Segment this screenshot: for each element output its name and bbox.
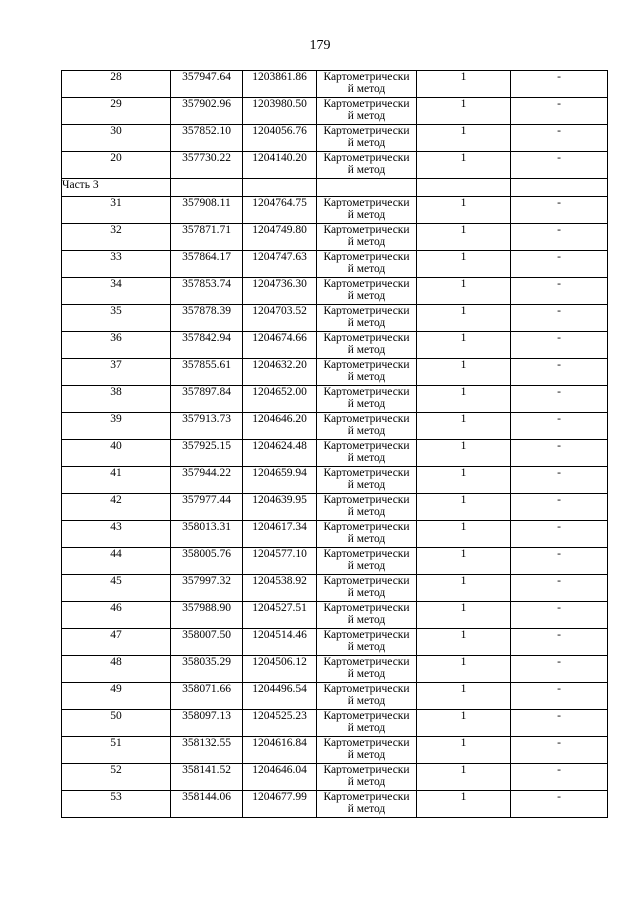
- method-text: й метод: [347, 137, 386, 149]
- point-number-cell: 41: [62, 467, 171, 494]
- x-coordinate-cell: 357864.17: [171, 251, 243, 278]
- y-coordinate-cell: 1204646.04: [243, 764, 317, 791]
- accuracy-cell: 1: [417, 125, 511, 152]
- method-text: й метод: [347, 668, 386, 680]
- y-coordinate-cell: 1204577.10: [243, 548, 317, 575]
- method-text: й метод: [347, 209, 386, 221]
- method-text: й метод: [347, 641, 386, 653]
- x-coordinate-cell: 358132.55: [171, 737, 243, 764]
- method-text: Картометрически: [323, 152, 410, 164]
- accuracy-cell: 1: [417, 575, 511, 602]
- method-text: й метод: [347, 425, 386, 437]
- method-text: Картометрически: [323, 737, 410, 749]
- method-text: Картометрически: [323, 683, 410, 695]
- note-cell: -: [511, 737, 608, 764]
- coordinates-table: [61, 70, 608, 818]
- coordinates-table-body: [62, 71, 608, 818]
- point-number-cell: 46: [62, 602, 171, 629]
- accuracy-cell: 1: [417, 521, 511, 548]
- accuracy-cell: 1: [417, 656, 511, 683]
- x-coordinate-cell: 357988.90: [171, 602, 243, 629]
- method-text: й метод: [347, 236, 386, 248]
- note-cell: -: [511, 278, 608, 305]
- table-row: [62, 98, 608, 125]
- note-cell: -: [511, 548, 608, 575]
- table-row: [62, 224, 608, 251]
- method-text: й метод: [347, 263, 386, 275]
- method-text: й метод: [347, 344, 386, 356]
- note-cell: -: [511, 125, 608, 152]
- method-cell: [317, 764, 417, 791]
- accuracy-cell: 1: [417, 98, 511, 125]
- table-row: [62, 521, 608, 548]
- table-row: [62, 197, 608, 224]
- note-cell: -: [511, 683, 608, 710]
- accuracy-cell: 1: [417, 548, 511, 575]
- accuracy-cell: 1: [417, 359, 511, 386]
- method-text: й метод: [347, 398, 386, 410]
- y-coordinate-cell: 1204736.30: [243, 278, 317, 305]
- method-text: Картометрически: [323, 305, 410, 317]
- method-cell: [317, 386, 417, 413]
- method-text: Картометрически: [323, 494, 410, 506]
- point-number-cell: 50: [62, 710, 171, 737]
- table-row: [62, 125, 608, 152]
- table-row: [62, 602, 608, 629]
- point-number-cell: 38: [62, 386, 171, 413]
- method-text: й метод: [347, 452, 386, 464]
- method-cell: [317, 710, 417, 737]
- x-coordinate-cell: 357925.15: [171, 440, 243, 467]
- method-cell: [317, 98, 417, 125]
- table-row: [62, 440, 608, 467]
- accuracy-cell: 1: [417, 737, 511, 764]
- x-coordinate-cell: 357853.74: [171, 278, 243, 305]
- x-coordinate-cell: 357944.22: [171, 467, 243, 494]
- note-cell: -: [511, 575, 608, 602]
- note-cell: -: [511, 332, 608, 359]
- method-cell: [317, 305, 417, 332]
- table-row: [62, 152, 608, 179]
- accuracy-cell: 1: [417, 764, 511, 791]
- empty-cell: [417, 179, 511, 197]
- point-number-cell: 33: [62, 251, 171, 278]
- method-text: Картометрически: [323, 197, 410, 209]
- point-number-cell: 30: [62, 125, 171, 152]
- y-coordinate-cell: 1203861.86: [243, 71, 317, 98]
- table-row: [62, 737, 608, 764]
- method-text: Картометрически: [323, 440, 410, 452]
- method-cell: [317, 521, 417, 548]
- y-coordinate-cell: 1204056.76: [243, 125, 317, 152]
- x-coordinate-cell: 357908.11: [171, 197, 243, 224]
- point-number-cell: 48: [62, 656, 171, 683]
- method-text: Картометрически: [323, 332, 410, 344]
- x-coordinate-cell: 358013.31: [171, 521, 243, 548]
- y-coordinate-cell: 1204749.80: [243, 224, 317, 251]
- empty-cell: [317, 179, 417, 197]
- accuracy-cell: 1: [417, 152, 511, 179]
- method-cell: [317, 467, 417, 494]
- point-number-cell: 44: [62, 548, 171, 575]
- point-number-cell: 43: [62, 521, 171, 548]
- point-number-cell: 36: [62, 332, 171, 359]
- table-row: [62, 683, 608, 710]
- y-coordinate-cell: 1204140.20: [243, 152, 317, 179]
- x-coordinate-cell: 357897.84: [171, 386, 243, 413]
- method-cell: [317, 737, 417, 764]
- method-text: Картометрически: [323, 386, 410, 398]
- x-coordinate-cell: 358097.13: [171, 710, 243, 737]
- table-row: [62, 710, 608, 737]
- method-cell: [317, 152, 417, 179]
- table-row: [62, 548, 608, 575]
- note-cell: -: [511, 152, 608, 179]
- method-cell: [317, 197, 417, 224]
- x-coordinate-cell: 357730.22: [171, 152, 243, 179]
- point-number-cell: 29: [62, 98, 171, 125]
- accuracy-cell: 1: [417, 71, 511, 98]
- accuracy-cell: 1: [417, 251, 511, 278]
- y-coordinate-cell: 1204747.63: [243, 251, 317, 278]
- table-row: [62, 629, 608, 656]
- method-text: й метод: [347, 83, 386, 95]
- note-cell: -: [511, 764, 608, 791]
- y-coordinate-cell: 1204506.12: [243, 656, 317, 683]
- y-coordinate-cell: 1204677.99: [243, 791, 317, 818]
- note-cell: -: [511, 251, 608, 278]
- table-row: [62, 278, 608, 305]
- x-coordinate-cell: 358071.66: [171, 683, 243, 710]
- x-coordinate-cell: 357997.32: [171, 575, 243, 602]
- x-coordinate-cell: 358141.52: [171, 764, 243, 791]
- point-number-cell: 20: [62, 152, 171, 179]
- x-coordinate-cell: 357902.96: [171, 98, 243, 125]
- note-cell: -: [511, 386, 608, 413]
- method-text: Картометрически: [323, 575, 410, 587]
- section-label: Часть 3: [62, 179, 171, 197]
- section-row: [62, 179, 608, 197]
- method-text: й метод: [347, 695, 386, 707]
- note-cell: -: [511, 710, 608, 737]
- point-number-cell: 42: [62, 494, 171, 521]
- method-text: й метод: [347, 803, 386, 815]
- note-cell: -: [511, 305, 608, 332]
- x-coordinate-cell: 357947.64: [171, 71, 243, 98]
- method-text: й метод: [347, 614, 386, 626]
- point-number-cell: 40: [62, 440, 171, 467]
- method-text: Картометрически: [323, 791, 410, 803]
- table-row: [62, 332, 608, 359]
- point-number-cell: 31: [62, 197, 171, 224]
- method-cell: [317, 224, 417, 251]
- y-coordinate-cell: 1204703.52: [243, 305, 317, 332]
- accuracy-cell: 1: [417, 305, 511, 332]
- x-coordinate-cell: 357878.39: [171, 305, 243, 332]
- table-row: [62, 467, 608, 494]
- method-text: й метод: [347, 317, 386, 329]
- empty-cell: [171, 179, 243, 197]
- method-text: Картометрически: [323, 98, 410, 110]
- table-row: [62, 764, 608, 791]
- method-cell: [317, 332, 417, 359]
- method-text: Картометрически: [323, 224, 410, 236]
- point-number-cell: 28: [62, 71, 171, 98]
- table-row: [62, 305, 608, 332]
- note-cell: -: [511, 197, 608, 224]
- method-text: й метод: [347, 560, 386, 572]
- method-text: й метод: [347, 506, 386, 518]
- method-cell: [317, 548, 417, 575]
- method-cell: [317, 791, 417, 818]
- accuracy-cell: 1: [417, 413, 511, 440]
- method-text: Картометрически: [323, 548, 410, 560]
- table-row: [62, 791, 608, 818]
- method-text: Картометрически: [323, 629, 410, 641]
- table-row: [62, 494, 608, 521]
- table-row: [62, 575, 608, 602]
- method-text: й метод: [347, 290, 386, 302]
- method-text: Картометрически: [323, 602, 410, 614]
- empty-cell: [243, 179, 317, 197]
- note-cell: -: [511, 224, 608, 251]
- method-text: й метод: [347, 533, 386, 545]
- accuracy-cell: 1: [417, 467, 511, 494]
- y-coordinate-cell: 1204632.20: [243, 359, 317, 386]
- note-cell: -: [511, 359, 608, 386]
- note-cell: -: [511, 413, 608, 440]
- method-cell: [317, 440, 417, 467]
- accuracy-cell: 1: [417, 791, 511, 818]
- x-coordinate-cell: 357871.71: [171, 224, 243, 251]
- method-text: й метод: [347, 776, 386, 788]
- method-cell: [317, 602, 417, 629]
- x-coordinate-cell: 358005.76: [171, 548, 243, 575]
- y-coordinate-cell: 1204616.84: [243, 737, 317, 764]
- method-text: й метод: [347, 371, 386, 383]
- x-coordinate-cell: 357852.10: [171, 125, 243, 152]
- note-cell: -: [511, 602, 608, 629]
- method-cell: [317, 575, 417, 602]
- table-row: [62, 386, 608, 413]
- accuracy-cell: 1: [417, 278, 511, 305]
- y-coordinate-cell: 1204652.00: [243, 386, 317, 413]
- method-cell: [317, 494, 417, 521]
- method-cell: [317, 71, 417, 98]
- y-coordinate-cell: 1204617.34: [243, 521, 317, 548]
- y-coordinate-cell: 1204639.95: [243, 494, 317, 521]
- x-coordinate-cell: 357855.61: [171, 359, 243, 386]
- y-coordinate-cell: 1204624.48: [243, 440, 317, 467]
- point-number-cell: 49: [62, 683, 171, 710]
- table-row: [62, 413, 608, 440]
- x-coordinate-cell: 358035.29: [171, 656, 243, 683]
- point-number-cell: 37: [62, 359, 171, 386]
- point-number-cell: 52: [62, 764, 171, 791]
- accuracy-cell: 1: [417, 683, 511, 710]
- accuracy-cell: 1: [417, 710, 511, 737]
- method-cell: [317, 683, 417, 710]
- note-cell: -: [511, 440, 608, 467]
- method-text: Картометрически: [323, 413, 410, 425]
- accuracy-cell: 1: [417, 197, 511, 224]
- method-text: й метод: [347, 110, 386, 122]
- table-row: [62, 359, 608, 386]
- method-text: й метод: [347, 587, 386, 599]
- empty-cell: [511, 179, 608, 197]
- accuracy-cell: 1: [417, 224, 511, 251]
- note-cell: -: [511, 71, 608, 98]
- note-cell: -: [511, 521, 608, 548]
- y-coordinate-cell: 1204659.94: [243, 467, 317, 494]
- accuracy-cell: 1: [417, 440, 511, 467]
- method-text: й метод: [347, 164, 386, 176]
- table-row: [62, 71, 608, 98]
- point-number-cell: 32: [62, 224, 171, 251]
- method-cell: [317, 629, 417, 656]
- method-cell: [317, 656, 417, 683]
- accuracy-cell: 1: [417, 386, 511, 413]
- table-row: [62, 656, 608, 683]
- y-coordinate-cell: 1203980.50: [243, 98, 317, 125]
- method-text: Картометрически: [323, 71, 410, 83]
- note-cell: -: [511, 629, 608, 656]
- method-cell: [317, 278, 417, 305]
- y-coordinate-cell: 1204646.20: [243, 413, 317, 440]
- method-cell: [317, 359, 417, 386]
- y-coordinate-cell: 1204764.75: [243, 197, 317, 224]
- note-cell: -: [511, 791, 608, 818]
- method-text: Картометрически: [323, 251, 410, 263]
- point-number-cell: 51: [62, 737, 171, 764]
- note-cell: -: [511, 656, 608, 683]
- point-number-cell: 45: [62, 575, 171, 602]
- point-number-cell: 39: [62, 413, 171, 440]
- method-text: й метод: [347, 749, 386, 761]
- x-coordinate-cell: 357913.73: [171, 413, 243, 440]
- y-coordinate-cell: 1204674.66: [243, 332, 317, 359]
- method-text: Картометрически: [323, 359, 410, 371]
- y-coordinate-cell: 1204538.92: [243, 575, 317, 602]
- x-coordinate-cell: 357977.44: [171, 494, 243, 521]
- method-text: Картометрически: [323, 467, 410, 479]
- point-number-cell: 53: [62, 791, 171, 818]
- note-cell: -: [511, 494, 608, 521]
- x-coordinate-cell: 358144.06: [171, 791, 243, 818]
- x-coordinate-cell: 358007.50: [171, 629, 243, 656]
- y-coordinate-cell: 1204525.23: [243, 710, 317, 737]
- page-number: 179: [309, 38, 331, 53]
- note-cell: -: [511, 467, 608, 494]
- accuracy-cell: 1: [417, 602, 511, 629]
- method-cell: [317, 125, 417, 152]
- method-text: Картометрически: [323, 656, 410, 668]
- table-row: [62, 251, 608, 278]
- y-coordinate-cell: 1204496.54: [243, 683, 317, 710]
- method-cell: [317, 413, 417, 440]
- accuracy-cell: 1: [417, 494, 511, 521]
- method-text: й метод: [347, 479, 386, 491]
- note-cell: -: [511, 98, 608, 125]
- point-number-cell: 47: [62, 629, 171, 656]
- y-coordinate-cell: 1204527.51: [243, 602, 317, 629]
- method-text: Картометрически: [323, 764, 410, 776]
- y-coordinate-cell: 1204514.46: [243, 629, 317, 656]
- method-text: Картометрически: [323, 521, 410, 533]
- point-number-cell: 34: [62, 278, 171, 305]
- method-text: й метод: [347, 722, 386, 734]
- method-text: Картометрически: [323, 710, 410, 722]
- point-number-cell: 35: [62, 305, 171, 332]
- accuracy-cell: 1: [417, 332, 511, 359]
- method-text: Картометрически: [323, 125, 410, 137]
- method-cell: [317, 251, 417, 278]
- accuracy-cell: 1: [417, 629, 511, 656]
- method-text: Картометрически: [323, 278, 410, 290]
- x-coordinate-cell: 357842.94: [171, 332, 243, 359]
